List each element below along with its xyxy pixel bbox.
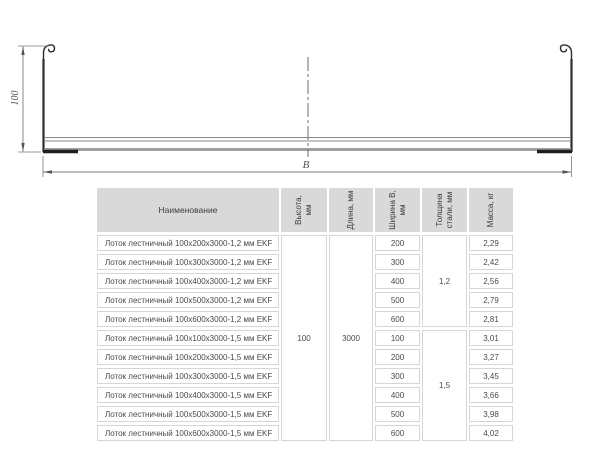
- height-arrow-bottom: [21, 143, 24, 152]
- width-arrow-left: [44, 170, 53, 173]
- cell-name: Лоток лестничный 100x200x3000-1,5 мм EKF: [97, 349, 279, 365]
- technical-drawing: [0, 0, 600, 184]
- cell-name: Лоток лестничный 100x300x3000-1,2 мм EKF: [97, 254, 279, 270]
- tray-right-hook: [561, 45, 572, 61]
- cell-width: 600: [375, 311, 420, 327]
- cell-name: Лоток лестничный 100x600x3000-1,5 мм EKF: [97, 425, 279, 441]
- width-dimension-label: B: [302, 159, 310, 171]
- table-row: [97, 235, 513, 251]
- cell-width: 500: [375, 406, 420, 422]
- cell-name: Лоток лестничный 100x300x3000-1,5 мм EKF: [97, 368, 279, 384]
- cell-length-merged: 3000: [329, 235, 373, 441]
- cell-width: 500: [375, 292, 420, 308]
- height-arrow-top: [21, 47, 24, 56]
- cell-name: Лоток лестничный 100x500x3000-1,5 мм EKF: [97, 406, 279, 422]
- cell-mass: 2,81: [469, 311, 513, 327]
- cell-height-merged: 100: [281, 235, 327, 441]
- header-row: [97, 188, 513, 232]
- cell-name: Лоток лестничный 100x600x3000-1,2 мм EKF: [97, 311, 279, 327]
- cell-width: 100: [375, 330, 420, 346]
- cell-width: 300: [375, 254, 420, 270]
- cell-mass: 2,79: [469, 292, 513, 308]
- col-header-length: [329, 188, 373, 232]
- cell-mass: 3,98: [469, 406, 513, 422]
- cell-mass: 3,01: [469, 330, 513, 346]
- cell-thickness-merged-15: 1,5: [422, 330, 467, 441]
- cell-name: Лоток лестничный 100x500x3000-1,2 мм EKF: [97, 292, 279, 308]
- cell-mass: 2,56: [469, 273, 513, 289]
- col-header-mass: [469, 188, 513, 232]
- col-header-name: Наименование: [97, 188, 279, 232]
- spec-table: [95, 185, 515, 444]
- cell-mass: 3,45: [469, 368, 513, 384]
- col-header-thickness-label: Толщина стали, мм: [434, 191, 454, 229]
- cell-mass: 3,27: [469, 349, 513, 365]
- col-header-width: [375, 188, 420, 232]
- width-arrow-right: [563, 170, 572, 173]
- cell-mass: 2,29: [469, 235, 513, 251]
- col-header-height: [281, 188, 327, 232]
- col-header-mass-label: Масса, кг: [486, 192, 495, 228]
- tray-left-hook: [44, 45, 55, 61]
- col-header-length-label: Длина, мм: [346, 190, 355, 230]
- cell-mass: 2,42: [469, 254, 513, 270]
- cell-width: 400: [375, 273, 420, 289]
- height-dimension-label: 100: [10, 90, 21, 106]
- cell-width: 200: [375, 235, 420, 251]
- cell-width: 400: [375, 387, 420, 403]
- col-header-width-label: Ширина В, мм: [387, 190, 407, 230]
- col-header-height-label: Высота, мм: [294, 195, 313, 225]
- col-header-thickness: [422, 188, 467, 232]
- cell-name: Лоток лестничный 100x400x3000-1,2 мм EKF: [97, 273, 279, 289]
- cell-name: Лоток лестничный 100x400x3000-1,5 мм EKF: [97, 387, 279, 403]
- cell-name: Лоток лестничный 100x200x3000-1,2 мм EKF: [97, 235, 279, 251]
- cell-width: 200: [375, 349, 420, 365]
- cell-thickness-merged-12: 1,2: [422, 235, 467, 327]
- cell-name: Лоток лестничный 100x100x3000-1,5 мм EKF: [97, 330, 279, 346]
- cell-width: 300: [375, 368, 420, 384]
- cell-mass: 4,02: [469, 425, 513, 441]
- cell-mass: 3,66: [469, 387, 513, 403]
- cell-width: 600: [375, 425, 420, 441]
